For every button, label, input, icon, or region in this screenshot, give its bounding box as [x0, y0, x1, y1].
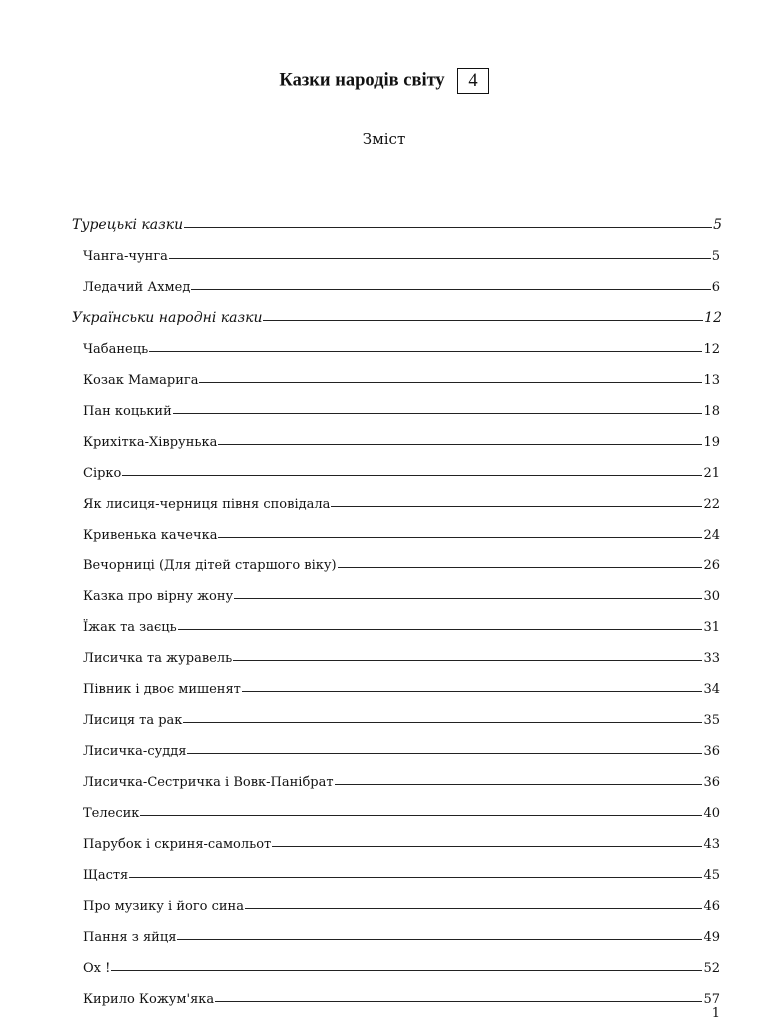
- toc-entry-title: Вечорниці (Для дітей старшого віку): [83, 558, 337, 574]
- toc-entry: [83, 357, 720, 388]
- toc-entry: [83, 450, 720, 481]
- toc-leader-line: [178, 629, 703, 630]
- toc-entry: [83, 326, 720, 357]
- toc-entry-title: Лисичка-Сестричка і Вовк-Панібрат: [83, 775, 334, 791]
- toc-leader-line: [184, 227, 712, 228]
- toc-entry-title: Турецькі казки: [72, 217, 184, 233]
- toc-entry: [83, 635, 720, 666]
- toc-entry-page: 13: [703, 372, 720, 388]
- toc-entry-title: Як лисиця-черниця півня сповідала: [83, 496, 331, 512]
- toc-leader-line: [272, 846, 702, 847]
- toc-leader-line: [183, 722, 702, 723]
- toc-entry-title: Пан коцький: [83, 403, 172, 419]
- toc-leader-line: [245, 908, 703, 909]
- toc-entry-page: 33: [703, 651, 720, 667]
- toc-entry-title: Лисиця та рак: [83, 713, 183, 729]
- toc-leader-line: [129, 877, 702, 878]
- toc-entry-page: 36: [703, 744, 720, 760]
- toc-entry: [83, 883, 720, 914]
- toc-entry-title: Півник і двоє мишенят: [83, 682, 241, 698]
- toc-entry-title: Ох !: [83, 960, 111, 976]
- toc-entry-title: Сірко: [83, 465, 122, 481]
- toc-entry-page: 22: [703, 496, 720, 512]
- toc-leader-line: [335, 784, 703, 785]
- toc-entry-title: Про музику і його сина: [83, 898, 244, 914]
- toc-entry: [83, 604, 720, 635]
- toc-entry-title: Парубок і скриня-самольот: [83, 837, 272, 852]
- toc-entry: [83, 388, 720, 419]
- toc-entry: [83, 666, 720, 697]
- toc-entry: [83, 697, 720, 728]
- toc-entry-page: 49: [703, 929, 720, 945]
- toc-entry-page: 52: [703, 960, 720, 976]
- toc-leader-line: [234, 598, 702, 599]
- toc-entry-title: Пання з яйця: [83, 929, 177, 945]
- toc-entry-title: Телесик: [83, 806, 140, 822]
- toc-entry-page: 5: [711, 248, 720, 264]
- toc-entry-page: 57: [703, 991, 720, 1007]
- toc-entry-page: 43: [703, 837, 720, 852]
- toc-entry-page: 5: [713, 217, 722, 233]
- contents-heading: Зміст: [362, 130, 406, 148]
- toc-entry-title: Ледачий Ахмед: [83, 279, 191, 295]
- toc-leader-line: [169, 258, 711, 259]
- toc-entry: [83, 852, 720, 883]
- toc-leader-line: [140, 815, 702, 816]
- toc-leader-line: [177, 939, 702, 940]
- toc-leader-line: [215, 1001, 702, 1002]
- toc-entry: [83, 821, 720, 852]
- toc-entry-page: 24: [703, 527, 720, 543]
- toc-entry: [83, 976, 720, 1007]
- toc-entry: [83, 945, 720, 976]
- toc-entry: [83, 233, 720, 264]
- toc-leader-line: [233, 660, 702, 661]
- toc-entry-title: Казка про вірну жону: [83, 589, 234, 605]
- toc-entry-title: Чабанець: [83, 341, 149, 357]
- toc-entry-page: 26: [703, 558, 720, 574]
- toc-section-heading: [72, 295, 722, 326]
- toc-entry: [83, 481, 720, 512]
- document-title: [0, 68, 768, 94]
- toc-entry-page: 46: [703, 898, 720, 914]
- toc-leader-line: [191, 289, 710, 290]
- page-number: 1: [711, 1006, 720, 1021]
- toc-entry: [83, 573, 720, 604]
- toc-entry-title: Українськи народні казки: [72, 309, 263, 326]
- toc-leader-line: [242, 691, 703, 692]
- toc-entry-title: Лисичка та журавель: [83, 651, 233, 667]
- toc-entry-page: 35: [703, 713, 720, 729]
- toc-leader-line: [187, 753, 702, 754]
- toc-section-heading: [72, 202, 722, 233]
- toc-leader-line: [218, 444, 702, 445]
- toc-entry-title: Кирило Кожум'яка: [83, 991, 215, 1007]
- toc-entry-page: 31: [703, 620, 720, 636]
- toc-entry-title: Козак Мамарига: [83, 372, 199, 388]
- toc-leader-line: [218, 537, 702, 538]
- toc-entry-page: 45: [703, 867, 720, 883]
- toc-entry: [83, 914, 720, 945]
- toc-entry-page: 19: [703, 434, 720, 450]
- toc-entry: [83, 264, 720, 295]
- toc-entry-title: Крихітка-Хіврунька: [83, 434, 218, 450]
- toc-entry: [83, 728, 720, 759]
- toc-leader-line: [173, 413, 703, 414]
- toc-entry: [83, 759, 720, 790]
- toc-entry-title: Їжак та заєць: [83, 620, 177, 636]
- toc-entry-page: 30: [703, 589, 720, 605]
- toc-entry-page: 6: [711, 279, 720, 295]
- volume-box: 4: [457, 68, 488, 94]
- toc-entry-title: Кривенька качечка: [83, 527, 218, 543]
- toc-entry-page: 18: [703, 403, 720, 419]
- toc-entry-page: 34: [703, 682, 720, 698]
- toc-entry-page: 12: [703, 341, 720, 357]
- toc-leader-line: [199, 382, 702, 383]
- toc-entry-title: Лисичка-суддя: [83, 744, 187, 760]
- toc-leader-line: [122, 475, 702, 476]
- toc-entry-page: 21: [703, 465, 720, 481]
- toc-entry-page: 40: [703, 806, 720, 822]
- toc-leader-line: [263, 320, 703, 321]
- toc-entry: [83, 542, 720, 573]
- toc-entry-title: Чанга-чунга: [83, 248, 168, 264]
- toc-entry: [83, 512, 720, 543]
- toc-leader-line: [338, 567, 703, 568]
- toc-entry: [83, 790, 720, 821]
- toc-leader-line: [149, 351, 702, 352]
- toc-entry-title: Щастя: [83, 867, 129, 883]
- toc-entry-page: 12: [704, 309, 722, 326]
- toc-entry-page: 36: [703, 775, 720, 791]
- toc-leader-line: [331, 506, 702, 507]
- title-text: Казки народів світу: [279, 70, 445, 91]
- toc-entry: [83, 419, 720, 450]
- toc-leader-line: [111, 970, 702, 971]
